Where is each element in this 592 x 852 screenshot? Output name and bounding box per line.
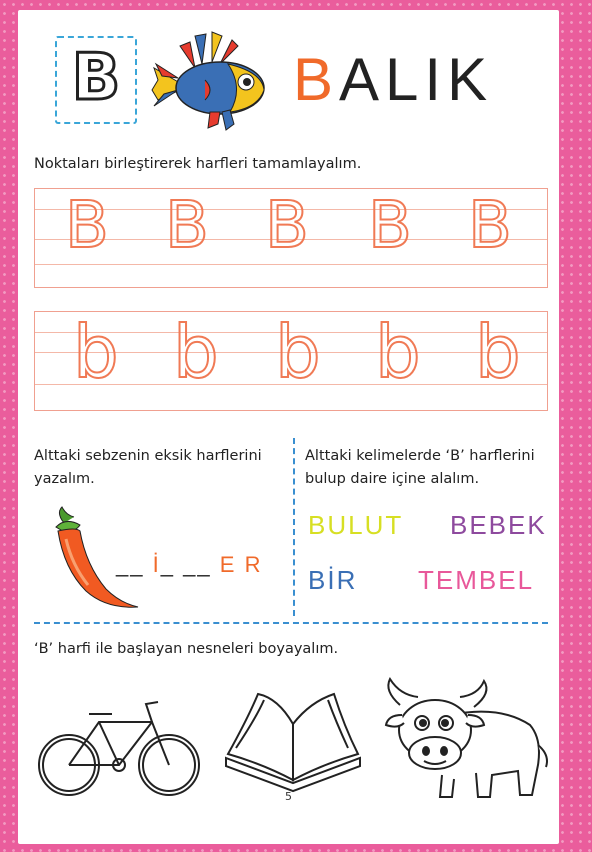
dotted-letter: b [275, 310, 321, 394]
instruction-trace: Noktaları birleştirerek harfleri tamamlayalım. [34, 156, 362, 172]
dotted-letter: B [368, 189, 412, 263]
fish-icon [150, 28, 275, 133]
uppercase-tracing-row[interactable] [34, 188, 548, 288]
dotted-letter: b [475, 310, 521, 394]
instruction-circle-line1: Alttaki kelimelerde ‘B’ harflerini [305, 448, 535, 464]
dotted-letter: b [375, 310, 421, 394]
page-number: 5 [285, 790, 292, 803]
blank[interactable]: _ [183, 552, 198, 577]
horizontal-divider [34, 622, 548, 624]
dotted-letter: B [65, 189, 109, 263]
word-bebek[interactable]: BEBEK [450, 510, 547, 540]
instruction-vegetable-line2: yazalım. [34, 471, 95, 487]
word-bulut[interactable]: BULUT [308, 510, 404, 540]
given-letter: R [244, 552, 263, 577]
missing-letters-word[interactable]: __ İ_ __ E R [116, 552, 263, 577]
word-tembel[interactable]: TEMBEL [418, 565, 535, 595]
letter-frame [55, 36, 137, 124]
dotted-letter: B [468, 189, 512, 263]
given-letter: İ [152, 552, 161, 577]
instruction-circle-line2: bulup daire içine alalım. [305, 471, 480, 487]
book-icon[interactable] [218, 688, 368, 793]
header-word [293, 48, 493, 112]
word-bir[interactable]: BİR [308, 565, 358, 595]
vertical-divider [293, 438, 295, 616]
dotted-letter: B [165, 189, 209, 263]
header-letter: B [71, 41, 121, 115]
dotted-letter: b [73, 310, 119, 394]
dotted-letter: B [265, 189, 309, 263]
dotted-letter: b [173, 310, 219, 394]
given-letter: E [219, 552, 237, 577]
header-word-first-letter: B [293, 46, 340, 113]
header-word-rest: ALIK [339, 46, 494, 113]
instruction-color: ‘B’ harfi ile başlayan nesneleri boyayalım. [34, 641, 339, 657]
bull-icon[interactable] [380, 675, 555, 800]
bicycle-icon[interactable] [34, 700, 204, 800]
blank[interactable]: _ [116, 552, 131, 577]
instruction-vegetable-line1: Alttaki sebzenin eksik harflerini [34, 448, 262, 464]
worksheet-page [18, 10, 559, 844]
lowercase-tracing-row[interactable] [34, 311, 548, 411]
